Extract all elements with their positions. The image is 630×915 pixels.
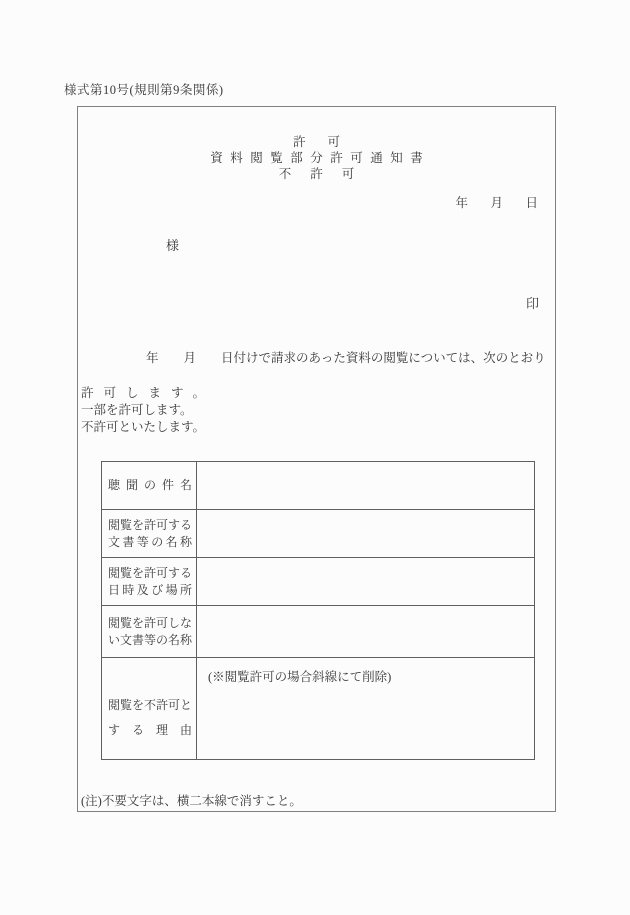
table-label-denial-reason: 閲覧を不許可と する理由 xyxy=(102,658,197,759)
table-value-datetime-place xyxy=(197,558,534,605)
table-value-denial-reason-note: (※閲覧許可の場合斜線にて削除) xyxy=(208,670,392,684)
deny-option-text: 不許可 xyxy=(278,167,374,181)
table-label-hearing-name: 聴聞の件名 xyxy=(102,462,197,509)
table-value-denied-documents xyxy=(197,606,534,657)
request-body-line: 年 月 日付けで請求のあった資料の閲覧については、次のとおり xyxy=(146,351,546,365)
table-label-permitted-documents: 閲覧を許可する 文書等の名称 xyxy=(102,510,197,557)
table-row-datetime-place xyxy=(102,557,534,605)
issue-date-line: 年 月 日 xyxy=(455,196,543,210)
result-option-partial: 一部を許可します。 xyxy=(81,403,193,417)
result-option-deny: 不許可といたします。 xyxy=(81,420,206,434)
notice-table xyxy=(101,461,535,760)
table-label-denied-documents: 閲覧を許可しな い文書等の名称 xyxy=(102,606,197,657)
form-number-label: 様式第10号(規則第9条関係) xyxy=(64,83,224,97)
permit-option-text: 許可 xyxy=(292,135,362,149)
table-row-denial-reason xyxy=(102,657,534,759)
table-row-denied-documents xyxy=(102,605,534,657)
notice-border-box xyxy=(77,106,556,812)
table-value-hearing-name xyxy=(197,462,534,509)
notice-title-block xyxy=(78,134,555,182)
notice-title: 資料閲覧部分許可通知書 xyxy=(210,151,431,165)
table-row-permitted-documents xyxy=(102,509,534,557)
footnote: (注)不要文字は、横二本線で消すこと。 xyxy=(81,794,302,808)
addressee-suffix: 様 xyxy=(166,238,180,253)
seal-mark: 印 xyxy=(525,296,539,311)
result-option-permit: 許可します。 xyxy=(81,386,216,400)
result-options-block xyxy=(81,385,215,436)
table-row-hearing-name xyxy=(102,462,534,509)
table-label-datetime-place: 閲覧を許可する 日時及び場所 xyxy=(102,558,197,605)
table-value-permitted-documents xyxy=(197,510,534,557)
